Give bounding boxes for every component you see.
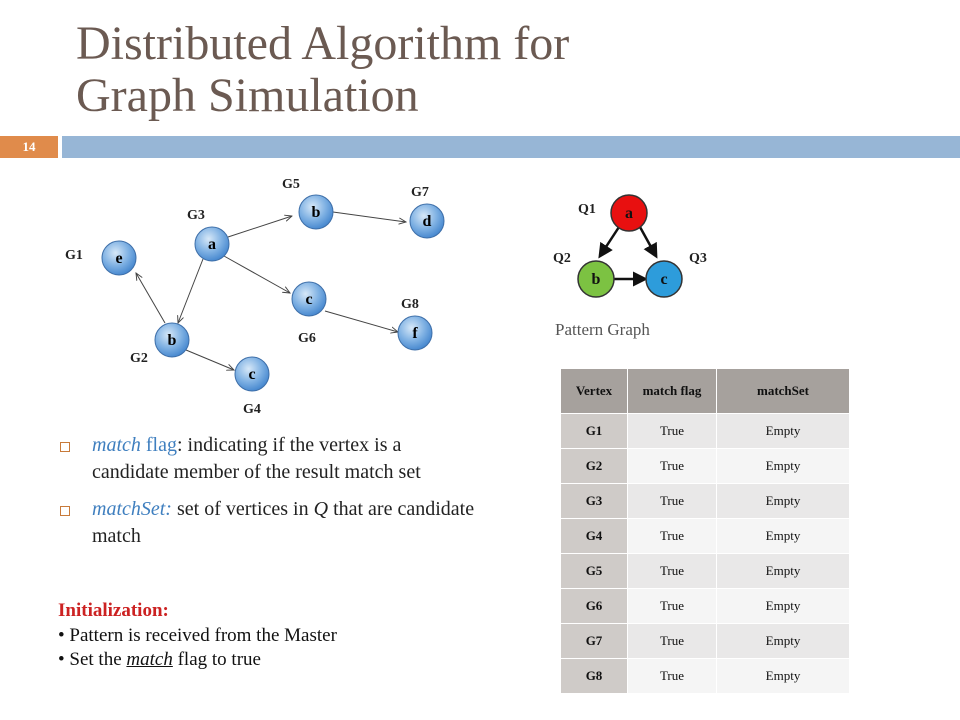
label-g8: G8 (401, 297, 419, 312)
table-row (561, 414, 850, 449)
label-g1: G1 (65, 248, 83, 263)
label-g3: G3 (187, 208, 205, 223)
label-g2: G2 (130, 351, 148, 366)
term-flag: flag (145, 434, 177, 456)
slide-number: 14 (0, 136, 58, 158)
header-vertex: Vertex (561, 369, 628, 414)
term-q: Q (313, 498, 329, 520)
cell-vertex: G8 (561, 659, 628, 694)
cell-match-flag: True (628, 624, 717, 659)
node-d (410, 204, 444, 238)
initialization-item-1-text: Pattern is received from the Master (69, 625, 337, 646)
title-line-1: Distributed Algorithm for (76, 17, 570, 70)
pattern-graph (553, 195, 707, 297)
initialization-section (58, 598, 498, 672)
initialization-item-1: • Pattern is received from the Master (58, 625, 337, 646)
node-c-bottom (235, 357, 269, 391)
edge-b2-c2 (186, 350, 234, 370)
node-e (102, 241, 136, 275)
initialization-item-2-post: flag to true (172, 649, 261, 670)
label-g4: G4 (243, 402, 261, 417)
cell-vertex: G7 (561, 624, 628, 659)
table-row (561, 449, 850, 484)
term-match: match (92, 434, 141, 456)
cell-matchset: Empty (717, 659, 850, 694)
pattern-label-q1: Q1 (578, 202, 596, 217)
node-e-label: e (115, 250, 123, 267)
cell-match-flag: True (628, 414, 717, 449)
bullet-match-flag-text: : indicating if the vertex is a candidate member of the result match set (92, 434, 421, 483)
node-b-top-label: b (311, 204, 321, 221)
cell-vertex: G1 (561, 414, 628, 449)
node-a (195, 227, 229, 261)
cell-vertex: G4 (561, 519, 628, 554)
initialization-title: Initialization: (58, 600, 169, 621)
header-matchset: matchSet (717, 369, 850, 414)
bullet-match-flag (58, 432, 478, 486)
match-table (560, 368, 850, 694)
initialization-item-2: • Set the match flag to true (58, 649, 261, 670)
edge-a-b2 (178, 259, 203, 323)
cell-matchset: Empty (717, 589, 850, 624)
title-line-2: Graph Simulation (76, 69, 419, 122)
table-row (561, 554, 850, 589)
label-g6: G6 (298, 331, 316, 346)
edge-a-b1 (228, 216, 292, 237)
node-b-bottom (155, 323, 189, 357)
cell-vertex: G3 (561, 484, 628, 519)
cell-vertex: G6 (561, 589, 628, 624)
cell-match-flag: True (628, 659, 717, 694)
pattern-node-c-label: c (660, 271, 668, 288)
cell-vertex: G5 (561, 554, 628, 589)
node-d-label: d (422, 213, 432, 230)
edge-c1-f (325, 311, 398, 332)
table-row (561, 624, 850, 659)
bullet-list (58, 432, 478, 560)
term-matchset: matchSet: (92, 498, 172, 520)
bullet-matchset (58, 496, 478, 550)
cell-matchset: Empty (717, 519, 850, 554)
label-g5: G5 (282, 177, 300, 192)
bullet-matchset-text-pre: set of vertices in (171, 498, 314, 520)
node-b-top (299, 195, 333, 229)
cell-match-flag: True (628, 554, 717, 589)
table-row (561, 589, 850, 624)
cell-matchset: Empty (717, 449, 850, 484)
cell-matchset: Empty (717, 624, 850, 659)
table-row (561, 659, 850, 694)
cell-match-flag: True (628, 449, 717, 484)
table-row (561, 484, 850, 519)
edge-b2-e (136, 273, 165, 323)
node-f-label: f (412, 325, 418, 342)
table-row (561, 519, 850, 554)
cell-matchset: Empty (717, 414, 850, 449)
initialization-item-2-pre: Set the (69, 649, 127, 670)
bullet-matchset-text-post: that are candidate match (92, 498, 475, 547)
header-match-flag: match flag (628, 369, 717, 414)
initialization-item-2-match: match (126, 649, 173, 670)
cell-matchset: Empty (717, 484, 850, 519)
node-a-label: a (208, 236, 216, 253)
pattern-label-q2: Q2 (553, 251, 571, 266)
node-f (398, 316, 432, 350)
pattern-graph-caption: Pattern Graph (555, 320, 650, 339)
square-bullet-icon (60, 442, 70, 452)
node-b-bottom-label: b (167, 332, 177, 349)
pattern-node-a-label: a (625, 205, 633, 222)
pattern-edge-a-c (640, 227, 656, 256)
label-g7: G7 (411, 185, 429, 200)
cell-matchset: Empty (717, 554, 850, 589)
cell-match-flag: True (628, 519, 717, 554)
cell-match-flag: True (628, 589, 717, 624)
node-c-mid-label: c (305, 291, 313, 308)
cell-vertex: G2 (561, 449, 628, 484)
cell-match-flag: True (628, 484, 717, 519)
pattern-node-b-label: b (591, 271, 601, 288)
table-header-row (561, 369, 850, 414)
edge-b1-d (333, 212, 406, 222)
node-c-bottom-label: c (248, 366, 256, 383)
square-bullet-icon (60, 506, 70, 516)
edge-a-c1 (224, 256, 290, 293)
node-c-mid (292, 282, 326, 316)
pattern-edge-a-b (600, 227, 619, 256)
pattern-label-q3: Q3 (689, 251, 707, 266)
